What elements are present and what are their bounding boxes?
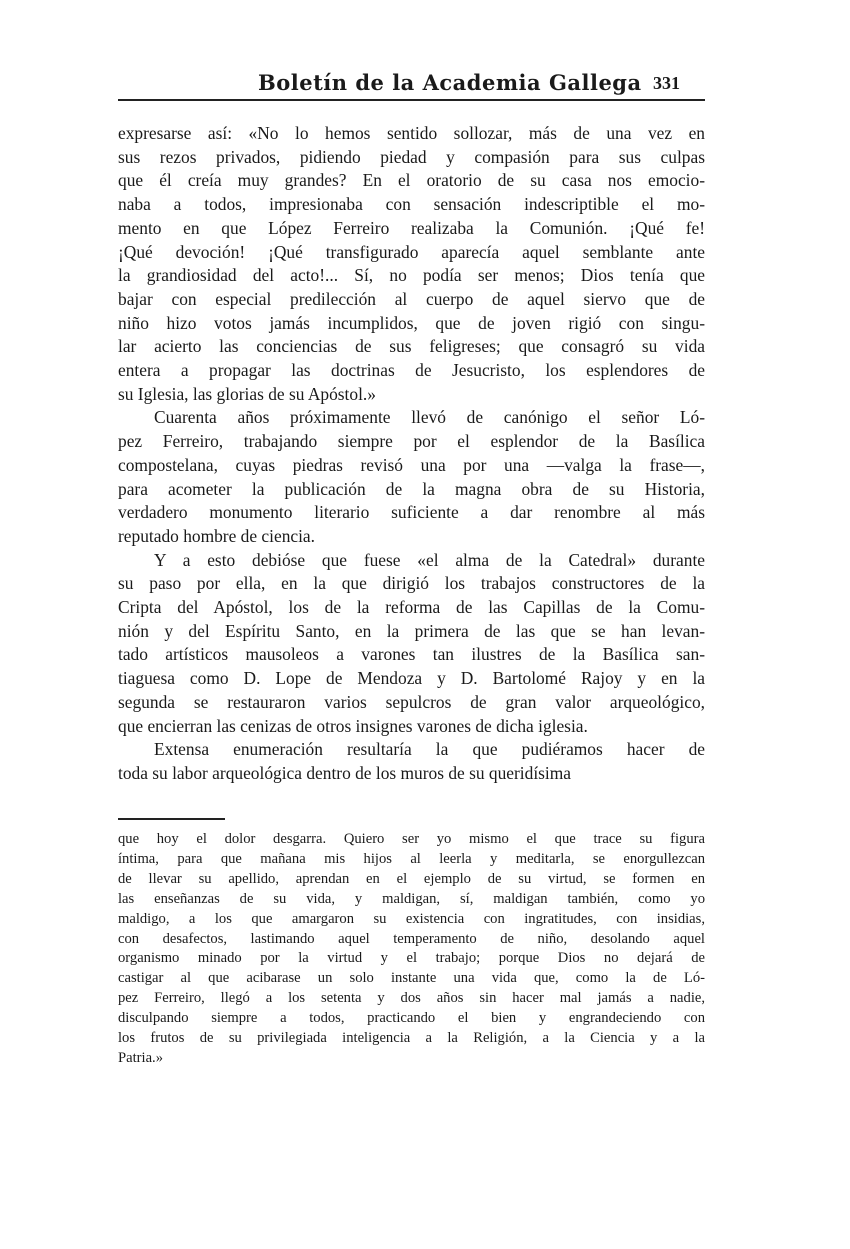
footnote-line: maldigo, a los que amargaron su existencia con ingratitudes, con insidias, xyxy=(118,910,705,927)
text-line: nión y del Espíritu Santo, en la primera de las que se han levan- xyxy=(118,620,705,641)
text-line: reputado hombre de ciencia. xyxy=(118,525,316,546)
footnote-rule xyxy=(118,818,225,820)
text-line: la grandiosidad del acto!... Sí, no podía ser menos; Dios tenía que xyxy=(118,265,705,286)
text-line: su Iglesia, las glorias de su Apóstol.» xyxy=(118,383,376,404)
text-line: su paso por ella, en la que dirigió los trabajos constructores de la xyxy=(118,573,705,594)
text-line: para acometer la publicación de la magna obra de su Historia, xyxy=(118,478,705,499)
text-line: Y a esto debióse que fuese «el alma de la Catedral» durante xyxy=(154,549,705,570)
text-line: expresarse así: «No lo hemos sentido sollozar, más de una vez en xyxy=(118,123,705,143)
text-line: pez Ferreiro, trabajando siempre por el esplendor de la Basílica xyxy=(118,431,705,452)
footnote-line: los frutos de su privilegiada inteligencia a la Religión, a la Ciencia y a la xyxy=(118,1030,705,1046)
text-line: bajar con especial predilección al cuerpo de aquel siervo que de xyxy=(118,288,705,309)
footnote-line: disculpando siempre a todos, practicando el bien y engrandeciendo con xyxy=(118,1010,705,1027)
text-line: lar acierto las conciencias de sus feligreses; que consagró su vida xyxy=(118,336,705,357)
text-line: mento en que López Ferreiro realizaba la Comunión. ¡Qué fe! xyxy=(118,217,705,238)
footnote-line: que hoy el dolor desgarra. Quiero ser yo mismo el que trace su figura xyxy=(118,831,705,847)
text-line: compostelana, cuyas piedras revisó una por una —valga la frase—, xyxy=(118,454,705,475)
page-number: 331 xyxy=(653,73,680,93)
text-line: Extensa enumeración resultaría la que pudiéramos hacer de xyxy=(154,739,705,760)
header-rule xyxy=(118,99,705,101)
text-line: segunda se restauraron varios sepulcros de gran valor arqueológico, xyxy=(118,691,705,712)
footnote-line: las enseñanzas de su vida, y maldigan, sí, maldigan también, como yo xyxy=(118,890,705,907)
text-line: ¡Qué devoción! ¡Qué transfigurado aparecía aquel semblante ante xyxy=(118,241,705,262)
text-line: naba a todos, impresionaba con sensación indescriptible el mo- xyxy=(118,194,705,215)
text-line: niño hizo votos jamás incumplidos, que de joven rigió con singu- xyxy=(118,312,705,333)
text-line: tiaguesa como D. Lope de Mendoza y D. Bartolomé Rajoy y en la xyxy=(118,668,705,689)
footnote-line: con desafectos, lastimando aquel temperamento de niño, desolando aquel xyxy=(118,930,705,947)
journal-title: Boletín de la Academia Gallega xyxy=(258,70,642,95)
footnote-line: pez Ferreiro, llegó a los setenta y dos años sin hacer mal jamás a nadie, xyxy=(118,990,705,1007)
footnote-line: íntima, para que mañana mis hijos al leerla y meditarla, se enorgullezcan xyxy=(118,850,705,867)
text-line: sus rezos privados, pidiendo piedad y compasión para sus culpas xyxy=(118,146,705,167)
text-line: que él creía muy grandes? En el oratorio de su casa nos emocio- xyxy=(118,170,705,191)
footnote-line: de llevar su apellido, aprendan en el ejemplo de su virtud, se formen en xyxy=(118,870,705,887)
footnote-line: organismo minado por la virtud y el trabajo; porque Dios no dejará de xyxy=(118,950,705,967)
text-line: verdadero monumento literario suficiente a dar renombre al más xyxy=(118,502,705,523)
text-line: toda su labor arqueológica dentro de los muros de su queridísima xyxy=(118,762,572,783)
text-line: entera a propagar las doctrinas de Jesucristo, los esplendores de xyxy=(118,360,705,380)
footnote-line: castigar al que acibarase un solo instante una vida que, como la de Ló- xyxy=(118,970,705,987)
text-line: tado artísticos mausoleos a varones tan ilustres de la Basílica san- xyxy=(118,644,705,665)
text-line: que encierran las cenizas de otros insignes varones de dicha iglesia. xyxy=(118,715,588,736)
footnote-line: Patria.» xyxy=(118,1049,163,1066)
text-line: Cuarenta años próximamente llevó de canónigo el señor Ló- xyxy=(154,407,705,428)
text-line: Cripta del Apóstol, los de la reforma de las Capillas de la Comu- xyxy=(118,597,705,617)
